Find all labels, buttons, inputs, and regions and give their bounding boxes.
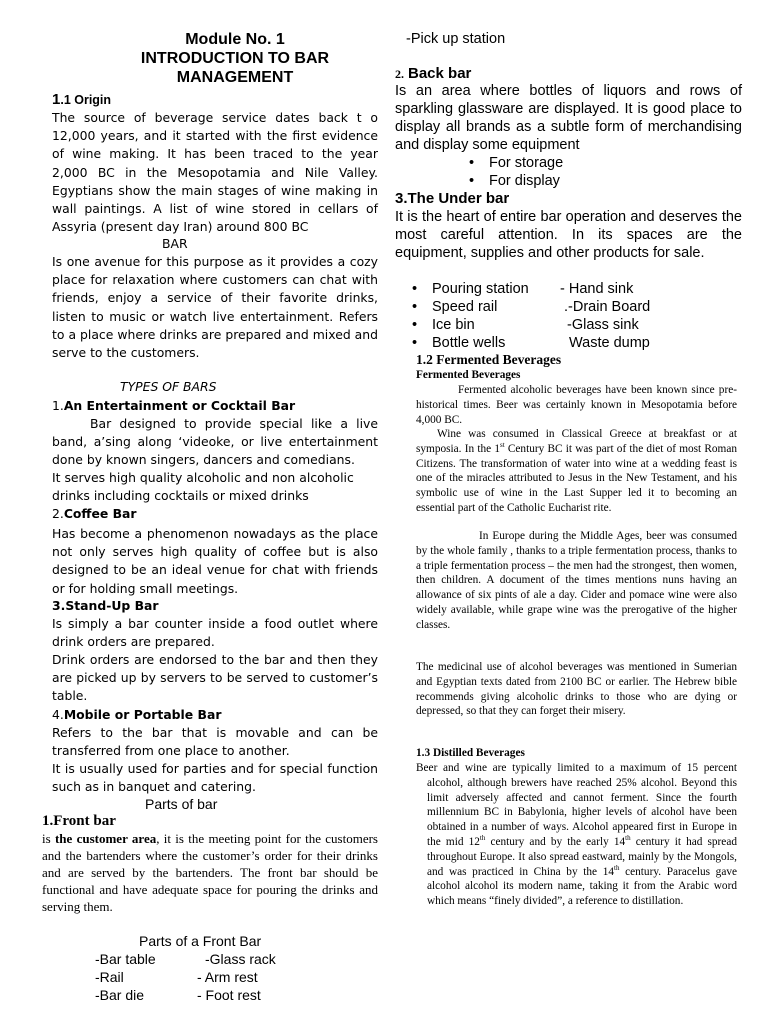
types-heading: TYPES OF BARS <box>120 379 217 394</box>
type4-num: 4. <box>52 707 64 722</box>
fermented-heading: 1.2 Fermented Beverages <box>416 352 562 367</box>
title-line-3: MANAGEMENT <box>176 69 294 86</box>
list-item: • For storage <box>469 155 564 171</box>
back-bar-num: 2. <box>395 67 404 81</box>
type3-heading: 3.Stand-Up Bar <box>52 598 159 613</box>
list-item-label: Waste dump <box>569 335 650 351</box>
front-part: -Bar table <box>95 951 156 967</box>
pickup-station: -Pick up station <box>406 31 506 47</box>
fermented-subheading: Fermented Beverages <box>416 369 521 381</box>
fermented-paragraph-1: Fermented alcoholic beverages have been known since pre-historical times. Beer was certainly known in Mesopotamia before 4,000 BC. <box>416 384 737 426</box>
fermented-p2-sup: st <box>500 441 505 450</box>
type4-heading <box>52 706 221 724</box>
fermented-paragraph-4: The medicinal use of alcohol beverages was mentioned in Sumerian and Egyptian texts dated from 2100 BC or earlier. The Hebrew bible recommends giving alcoholic drinks to those who are dying or depressed, so that they can forget their misery. <box>416 661 737 718</box>
distilled-d: century. Paracelus gave alcohol alcohol its modern name, taking it from the Arabic word which means “finely divided”, a reference to distillation. <box>427 865 737 908</box>
list-item: • Ice bin -Glass sink <box>412 317 639 333</box>
back-bar-title: Back bar <box>408 65 472 82</box>
under-bar-heading: 3.The Under bar <box>395 190 510 207</box>
list-item: • Pouring station - Hand sink <box>412 281 634 297</box>
front-parts-heading: Parts of a Front Bar <box>139 933 262 949</box>
list-item-label: Bottle wells <box>432 335 506 351</box>
module-title <box>52 30 418 87</box>
type1-title: An Entertainment or Cocktail Bar <box>63 398 296 413</box>
list-item: • Speed rail .-Drain Board <box>412 299 651 315</box>
type2-title: Coffee Bar <box>63 506 137 521</box>
under-bar-items <box>412 280 732 352</box>
type3-paragraph-2: Drink orders are endorsed to the bar and then they are picked up by servers to be served to customer’s table. <box>52 652 378 704</box>
under-bar-paragraph: It is the heart of entire bar operation and deserves the most careful attention. In its spaces are the equipment, supplies and other products for sale. <box>395 209 742 261</box>
list-item: • For display <box>469 173 560 189</box>
front-parts-row <box>95 968 355 986</box>
parts-heading: Parts of bar <box>145 796 218 812</box>
front-part: - Arm rest <box>197 969 258 985</box>
front-part: - Foot rest <box>197 987 261 1003</box>
back-bar-bullets <box>469 154 563 190</box>
front-bar-is: is <box>42 831 55 846</box>
type4-title: Mobile or Portable Bar <box>63 707 222 722</box>
list-item-label: Pouring station <box>432 281 529 297</box>
front-parts-list <box>95 950 355 1004</box>
distilled-a: Beer and wine are typically limited to a maximum of 15 percent alcohol, although brewers have reached 25% alcohol. Beyond this limit adversely affected and cannot ferment. Since the fourth millennium BC in Babylonia, higher levels of alcohol have been obtained in a number of ways. Alcohol appeared first in Europe in the mid 12 <box>416 762 737 848</box>
origin-heading <box>52 91 378 109</box>
fermented-p2-a: Wine was consumed in Classical Greece at breakfast or at symposia. In the 1 <box>416 428 737 455</box>
list-item-label: -Glass sink <box>567 317 639 333</box>
type2-heading <box>52 505 137 523</box>
bar-paragraph: Is one avenue for this purpose as it provides a cozy place for relaxation where customers can chat with friends, enjoy a service of their favorite drinks, listen to music or watch live entertainment. Refers to a place where drinks are prepared and mixed and serve to the customers. <box>52 254 378 361</box>
list-item-label: - Hand sink <box>560 281 634 297</box>
front-part: -Bar die <box>95 987 145 1003</box>
front-bar-heading: 1.Front bar <box>42 813 116 829</box>
distilled-sup: th <box>625 834 631 843</box>
back-bar-heading <box>395 64 471 84</box>
origin-heading-num: 1 <box>52 91 61 108</box>
fermented-p2-b: Century BC it was part of the diet of most Roman Citizens. The transformation of water into wine at a wedding feast is one of the miracles attributed to Jesus in the New Testament, and his symbolic use of wine in the Last Supper led it to becoming an essential part of the Catholic Eucharist rite. <box>416 442 738 514</box>
title-line-2: INTRODUCTION TO BAR <box>140 50 330 67</box>
type1-heading <box>52 397 295 415</box>
type2-paragraph: Has become a phenomenon nowadays as the place not only serves high quality of coffee but is also designed to be an ideal venue for chat with friends or for holding small meetings. <box>52 526 378 596</box>
type2-num: 2. <box>52 506 64 521</box>
type1-paragraph-2: It serves high quality alcoholic and non alcoholic drinks including cocktails or mixed drinks <box>52 470 354 504</box>
origin-heading-rest: .1 Origin <box>60 93 112 107</box>
distilled-c: century it had spread throughout Europe. It also spread eastward, mainly by the Mongols, and was practiced in China by the 14 <box>427 835 737 878</box>
origin-paragraph: The source of beverage service dates back t o 12,000 years, and it started with the first evidence of wine making. It has been traced to the year 2,000 BC in the Mesopotamia and Nile Valley. Egyptians show the main stages of wine making in wall paintings. A list of wine stored in cellars of Assyria (present day Iran) around 800 BC <box>52 110 378 235</box>
front-part: -Rail <box>95 969 124 985</box>
front-part: -Glass rack <box>205 951 276 967</box>
front-bar-paragraph <box>42 830 378 915</box>
list-item: • Bottle wells Waste dump <box>412 335 650 351</box>
fermented-paragraph-2 <box>416 427 737 516</box>
front-parts-row <box>95 986 355 1004</box>
title-line-1: Module No. 1 <box>185 31 285 48</box>
distilled-b: century and by the early 14 <box>485 835 626 848</box>
type1-num: 1. <box>52 398 64 413</box>
fermented-paragraph-3: In Europe during the Middle Ages, beer was consumed by the whole family , thanks to a triple fermentation process, thanks to a triple fermentation process – the men had the strongest, then women, then children. A document of the times mentions nuns having an allowance of six pints of ale a day. Cider and pomace wine were also widely available, while grape wine was the prerogative of the higher classes. <box>416 530 737 631</box>
distilled-sup: th <box>614 863 620 872</box>
type4-paragraph-2: It is usually used for parties and for special function such as in banquet and catering. <box>52 761 378 795</box>
distilled-sup: th <box>479 834 486 843</box>
bar-heading: BAR <box>162 236 188 251</box>
list-item-label: Speed rail <box>432 299 498 315</box>
back-bar-paragraph: Is an area where bottles of liquors and rows of sparkling glassware are displayed. It is good place to display all brands as a subtle form of merchandising and display some equipment <box>395 83 742 153</box>
type4-paragraph-1: Refers to the bar that is movable and can be transferred from one place to another. <box>52 725 378 759</box>
type1-paragraph-1: Bar designed to provide special like a live band, a’sing along ‘videoke, or live entertainment done by known singers, dancers and comedians. <box>52 416 378 468</box>
list-item-label: For storage <box>489 155 564 171</box>
list-item-label: For display <box>489 173 560 189</box>
distilled-paragraph <box>416 761 737 909</box>
front-bar-bold: the customer area <box>54 831 157 846</box>
type3-paragraph-1: Is simply a bar counter inside a food outlet where drink orders are prepared. <box>52 616 378 650</box>
front-parts-row <box>95 950 355 968</box>
front-bar-rest: , it is the meeting point for the customers and the bartenders where the customer’s order for their drinks and are served by the bartenders. The front bar should be functional and have adequate space for pouring the drinks and serving them. <box>42 831 378 914</box>
distilled-heading: 1.3 Distilled Beverages <box>416 747 525 759</box>
list-item-label: .-Drain Board <box>564 299 651 315</box>
list-item-label: Ice bin <box>432 317 475 333</box>
